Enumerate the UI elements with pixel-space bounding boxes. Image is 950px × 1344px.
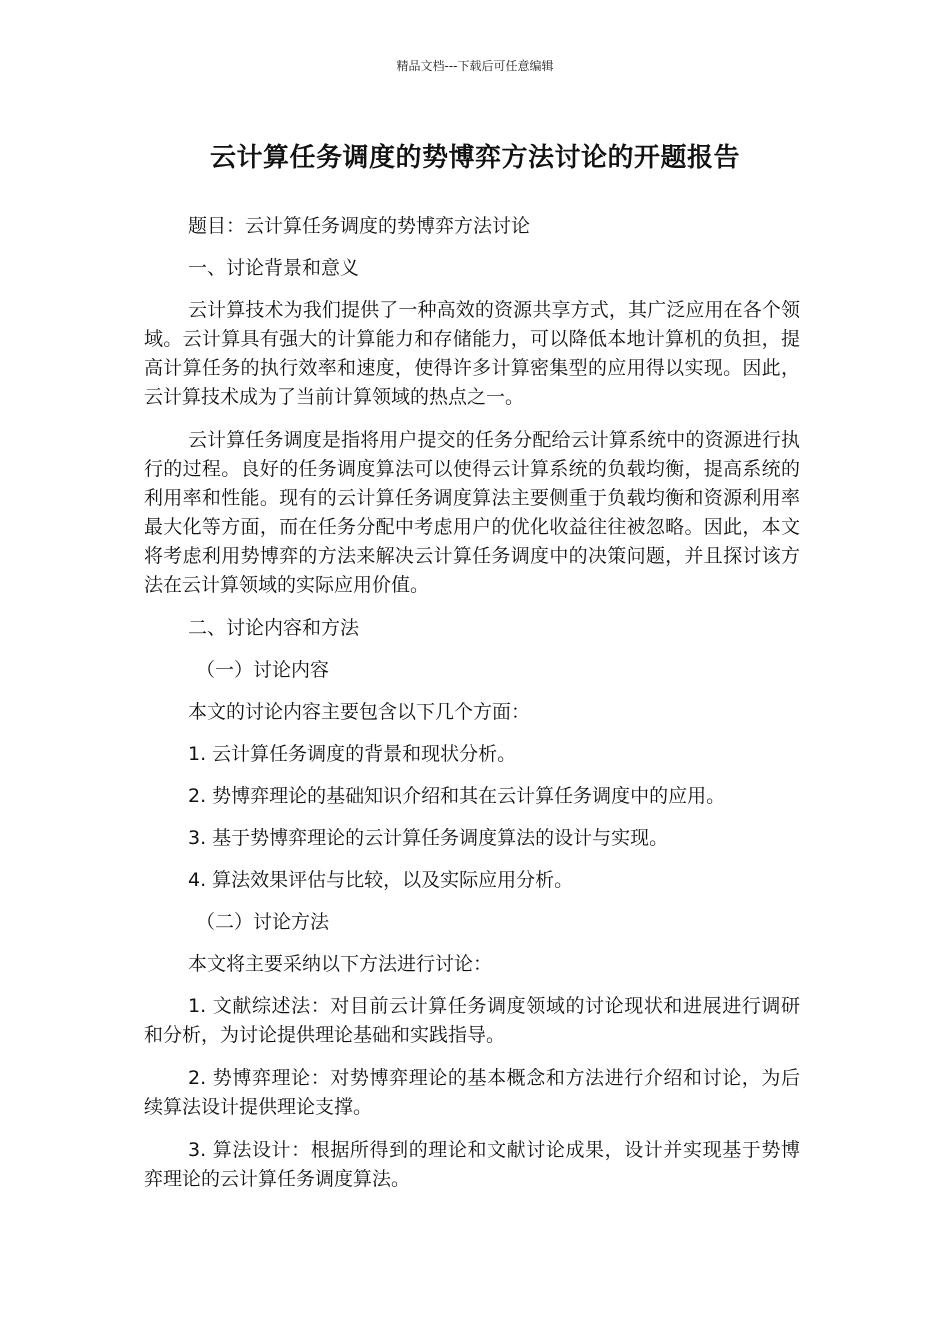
method-list-item: 3. 算法设计：根据所得到的理论和文献讨论成果，设计并实现基于势博弈理论的云计算任务调度算法。 xyxy=(144,1139,800,1190)
document-body xyxy=(144,212,800,1208)
content-list-item: 1. 云计算任务调度的背景和现状分析。 xyxy=(188,743,517,765)
content-list-item: 2. 势博弈理论的基础知识介绍和其在云计算任务调度中的应用。 xyxy=(188,785,726,807)
section-heading-background: 一、讨论背景和意义 xyxy=(188,257,360,279)
method-intro: 本文将主要采纳以下方法进行讨论： xyxy=(188,953,493,975)
subsection-heading-content: （一）讨论内容 xyxy=(196,659,330,681)
content-list-item: 4. 算法效果评估与比较，以及实际应用分析。 xyxy=(188,869,574,891)
subsection-heading-method: （二）讨论方法 xyxy=(196,911,330,933)
topic-line: 题目：云计算任务调度的势博弈方法讨论 xyxy=(188,215,531,237)
section-heading-content-method: 二、讨论内容和方法 xyxy=(188,617,360,639)
method-list-item: 2. 势博弈理论：对势博弈理论的基本概念和方法进行介绍和讨论，为后续算法设计提供理论支撑。 xyxy=(144,1067,800,1118)
page-header-note: 精品文档---下载后可任意编辑 xyxy=(396,59,554,73)
method-list-item: 1. 文献综述法：对目前云计算任务调度领域的讨论现状和进展进行调研和分析，为讨论提供理论基础和实践指导。 xyxy=(144,995,800,1046)
content-intro: 本文的讨论内容主要包含以下几个方面： xyxy=(188,701,531,723)
paragraph-background-1: 云计算技术为我们提供了一种高效的资源共享方式，其广泛应用在各个领域。云计算具有强大的计算能力和存储能力，可以降低本地计算机的负担，提高计算任务的执行效率和速度，使得许多计算密集型的应用得以实现。因此，云计算技术成为了当前计算领域的热点之一。 xyxy=(144,299,800,408)
document-title: 云计算任务调度的势博弈方法讨论的开题报告 xyxy=(209,143,740,173)
content-list-item: 3. 基于势博弈理论的云计算任务调度算法的设计与实现。 xyxy=(188,827,669,849)
paragraph-background-2: 云计算任务调度是指将用户提交的任务分配给云计算系统中的资源进行执行的过程。良好的任务调度算法可以使得云计算系统的负载均衡，提高系统的利用率和性能。现有的云计算任务调度算法主要侧重于负载均衡和资源利用率最大化等方面，而在任务分配中考虑用户的优化收益往往被忽略。因此，本文将考虑利用势博弈的方法来解决云计算任务调度中的决策问题，并且探讨该方法在云计算领域的实际应用价值。 xyxy=(144,429,800,596)
